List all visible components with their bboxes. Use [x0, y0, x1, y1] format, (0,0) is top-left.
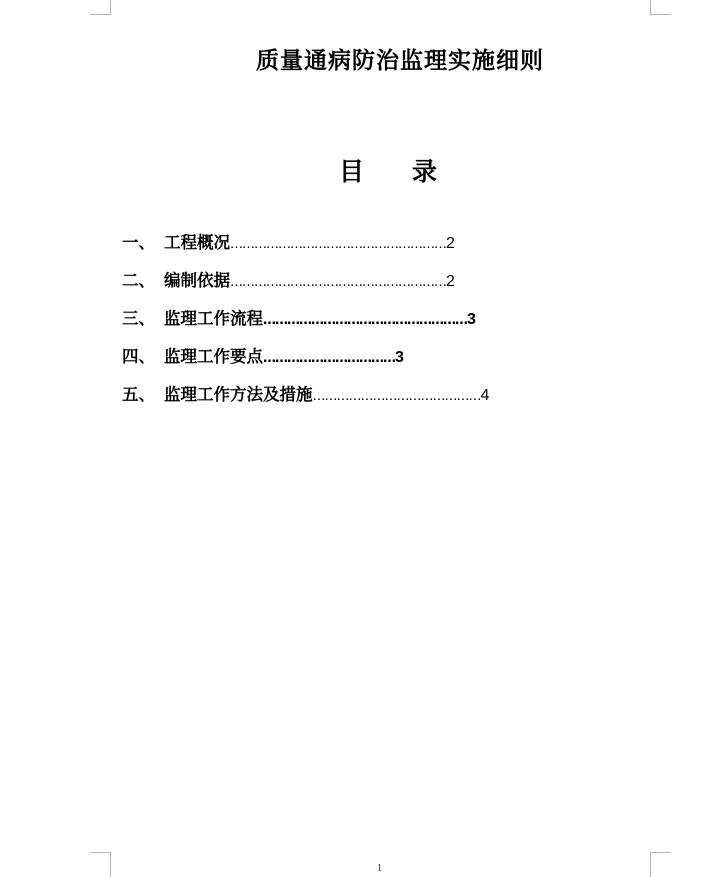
toc-entry-label: 编制依据 [164, 271, 230, 290]
toc-entry[interactable] [122, 307, 642, 345]
toc-heading [0, 152, 718, 188]
toc-entry-page: 2 [446, 235, 455, 252]
toc-entry[interactable] [122, 345, 642, 383]
toc-entry[interactable] [122, 231, 642, 269]
document-title: 质量通病防治监理实施细则 [256, 47, 544, 74]
toc-entry-page: 2 [446, 273, 455, 290]
toc-entry-label: 监理工作要点 [164, 347, 263, 366]
crop-mark-top-right [650, 0, 671, 15]
toc-entry-number: 三、 [122, 309, 155, 328]
page-number: 1 [377, 863, 382, 874]
toc-heading-right: 录 [412, 157, 438, 186]
toc-entry-number: 四、 [122, 347, 155, 366]
toc-entry-number: 二、 [122, 271, 155, 290]
toc-entry-number: 五、 [122, 385, 155, 404]
toc-entry-leader: …………………………………………… [263, 313, 467, 328]
toc-entry-leader: …………………………………… [312, 389, 481, 404]
toc-entry-page: 4 [480, 387, 490, 404]
crop-mark-top-left [90, 0, 111, 15]
toc-entry-leader: …………………………… [263, 351, 395, 366]
toc-entry-leader: ……………………………………………… [230, 275, 446, 290]
toc-entry-label: 监理工作方法及措施 [164, 385, 313, 404]
toc-entry-number: 一、 [122, 233, 155, 252]
toc-entry-label: 工程概况 [164, 233, 230, 252]
toc-entry-leader: ……………………………………………… [230, 237, 446, 252]
toc-entry-page: 3 [467, 311, 476, 328]
toc-entry-page: 3 [395, 349, 404, 366]
toc-heading-left: 目 [338, 157, 364, 186]
toc-entry[interactable] [122, 383, 642, 421]
toc-entry[interactable] [122, 269, 642, 307]
toc-entry-label: 监理工作流程 [164, 309, 263, 328]
table-of-contents [122, 231, 642, 421]
